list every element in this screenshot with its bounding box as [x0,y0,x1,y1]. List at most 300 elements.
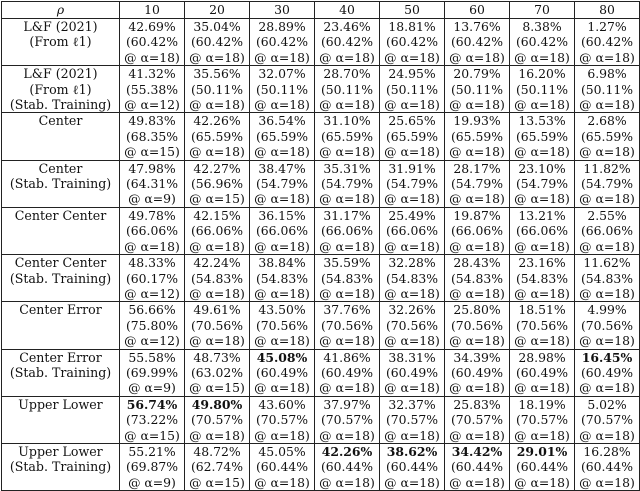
clean-accuracy-value: (70.57% [450,412,504,428]
accuracy-value: 55.58% [128,349,176,365]
clean-accuracy-value: (66.06% [320,223,374,239]
accuracy-cell [185,113,250,160]
alpha-value: @ α=18) [384,474,440,490]
rho-column-header: 30 [250,2,315,19]
results-table [1,1,640,491]
clean-accuracy-value: (65.59% [580,128,634,144]
clean-accuracy-value: (70.56% [320,317,374,333]
alpha-value: @ α=18) [189,49,245,65]
accuracy-cell [185,160,250,207]
accuracy-value: 16.20% [518,66,566,82]
alpha-value: @ α=18) [189,97,245,113]
accuracy-value: 49.78% [128,207,176,223]
accuracy-cell [315,302,380,349]
alpha-value: @ α=18) [449,474,505,490]
alpha-value: @ α=15) [189,191,245,207]
table-row [2,113,640,160]
accuracy-cell [380,19,445,66]
accuracy-cell [315,19,380,66]
alpha-value: @ α=18) [384,333,440,349]
accuracy-value: 42.27% [193,160,241,176]
alpha-value: @ α=18) [254,427,310,443]
clean-accuracy-value: (50.11% [190,81,244,97]
clean-accuracy-value: (60.49% [385,364,439,380]
alpha-value: @ α=18) [384,191,440,207]
accuracy-value: 2.68% [587,113,627,129]
clean-accuracy-value: (50.11% [255,81,309,97]
clean-accuracy-value: (65.59% [320,128,374,144]
accuracy-value: 25.65% [388,113,436,129]
alpha-value: @ α=18) [254,97,310,113]
alpha-value: @ α=18) [319,285,375,301]
alpha-value: @ α=15) [189,474,245,490]
accuracy-cell [120,207,185,254]
accuracy-cell [445,113,510,160]
method-name-line: L&F (2021) [23,19,98,34]
alpha-value: @ α=18) [514,474,570,490]
rho-column-header: 20 [185,2,250,19]
alpha-value: @ α=18) [514,97,570,113]
alpha-value: @ α=18) [579,238,635,254]
method-name-line: L&F (2021) [23,66,98,82]
method-name-line: Center [38,113,83,129]
accuracy-cell [120,66,185,113]
accuracy-value: 38.31% [388,349,436,365]
clean-accuracy-value: (50.11% [580,81,634,97]
rho-header: ρ [2,2,120,19]
method-name-cell [2,349,120,396]
clean-accuracy-value: (56.96% [190,176,244,192]
accuracy-cell [445,207,510,254]
clean-accuracy-value: (60.44% [320,459,374,475]
accuracy-cell [575,160,640,207]
clean-accuracy-value: (70.56% [450,317,504,333]
clean-accuracy-value: (60.42% [450,34,504,50]
accuracy-cell [510,255,575,302]
accuracy-cell [185,396,250,443]
accuracy-cell [510,160,575,207]
clean-accuracy-value: (60.42% [580,34,634,50]
accuracy-cell [380,396,445,443]
clean-accuracy-value: (60.44% [385,459,439,475]
accuracy-value: 43.60% [258,396,306,412]
method-name-line: Upper Lower [18,396,103,412]
clean-accuracy-value: (50.11% [385,81,439,97]
accuracy-cell [185,19,250,66]
alpha-value: @ α=18) [384,285,440,301]
accuracy-cell [250,349,315,396]
clean-accuracy-value: (63.02% [190,364,244,380]
alpha-value: @ α=18) [319,49,375,65]
accuracy-cell [510,113,575,160]
alpha-value: @ α=18) [254,191,310,207]
accuracy-cell [575,255,640,302]
alpha-value: @ α=18) [514,380,570,396]
clean-accuracy-value: (66.06% [385,223,439,239]
accuracy-cell [575,349,640,396]
accuracy-value: 49.61% [193,302,241,318]
clean-accuracy-value: (54.83% [255,270,309,286]
accuracy-cell [510,207,575,254]
clean-accuracy-value: (70.57% [190,412,244,428]
alpha-value: @ α=18) [449,427,505,443]
clean-accuracy-value: (65.59% [385,128,439,144]
table-body [2,19,640,491]
accuracy-value: 38.47% [258,160,306,176]
method-name-cell [2,255,120,302]
accuracy-value: 11.82% [583,160,631,176]
accuracy-cell [185,207,250,254]
clean-accuracy-value: (54.79% [515,176,569,192]
method-name-line: Center Error [19,302,102,318]
alpha-value: @ α=18) [384,238,440,254]
alpha-value: @ α=9) [128,191,176,207]
accuracy-value: 2.55% [587,207,627,223]
clean-accuracy-value: (70.56% [190,317,244,333]
method-name-line: (Stab. Training) [9,270,112,286]
alpha-value: @ α=18) [319,238,375,254]
accuracy-value: 29.01% [516,443,568,459]
alpha-value: @ α=18) [254,144,310,160]
accuracy-cell [120,349,185,396]
accuracy-cell [120,396,185,443]
alpha-value: @ α=18) [579,97,635,113]
alpha-value: @ α=18) [514,333,570,349]
alpha-value: @ α=18) [319,97,375,113]
accuracy-cell [185,66,250,113]
accuracy-value: 11.62% [583,255,631,271]
alpha-value: @ α=18) [319,191,375,207]
alpha-value: @ α=18) [254,238,310,254]
accuracy-cell [380,66,445,113]
clean-accuracy-value: (65.59% [190,128,244,144]
clean-accuracy-value: (60.49% [255,364,309,380]
accuracy-cell [250,160,315,207]
accuracy-value: 55.21% [128,443,176,459]
alpha-value: @ α=18) [449,144,505,160]
accuracy-cell [575,396,640,443]
alpha-value: @ α=18) [449,191,505,207]
alpha-value: @ α=18) [254,333,310,349]
accuracy-cell [510,349,575,396]
accuracy-cell [315,113,380,160]
alpha-value: @ α=18) [449,238,505,254]
results-table-container [1,1,639,490]
accuracy-value: 35.56% [193,66,241,82]
accuracy-value: 48.33% [128,255,176,271]
alpha-value: @ α=18) [254,474,310,490]
accuracy-value: 47.98% [128,160,176,176]
clean-accuracy-value: (60.17% [125,270,179,286]
accuracy-cell [510,396,575,443]
accuracy-value: 18.19% [518,396,566,412]
clean-accuracy-value: (54.83% [580,270,634,286]
alpha-value: @ α=18) [514,427,570,443]
clean-accuracy-value: (54.83% [450,270,504,286]
alpha-value: @ α=18) [579,144,635,160]
accuracy-cell [315,160,380,207]
clean-accuracy-value: (60.44% [515,459,569,475]
alpha-value: @ α=18) [319,427,375,443]
clean-accuracy-value: (69.87% [125,459,179,475]
accuracy-value: 37.76% [323,302,371,318]
accuracy-value: 18.51% [518,302,566,318]
method-name-cell [2,66,120,113]
rho-column-header: 60 [445,2,510,19]
method-name-line: (Stab. Training) [9,97,112,113]
alpha-value: @ α=18) [449,285,505,301]
accuracy-value: 23.16% [518,255,566,271]
alpha-value: @ α=18) [319,474,375,490]
accuracy-cell [120,113,185,160]
accuracy-cell [250,66,315,113]
clean-accuracy-value: (60.44% [255,459,309,475]
accuracy-cell [575,66,640,113]
accuracy-cell [575,302,640,349]
accuracy-cell [575,113,640,160]
accuracy-cell [250,302,315,349]
alpha-value: @ α=18) [449,380,505,396]
clean-accuracy-value: (60.42% [320,34,374,50]
rho-column-header: 50 [380,2,445,19]
clean-accuracy-value: (66.06% [515,223,569,239]
alpha-value: @ α=18) [449,333,505,349]
accuracy-value: 28.70% [323,66,371,82]
accuracy-cell [510,302,575,349]
clean-accuracy-value: (54.83% [320,270,374,286]
alpha-value: @ α=18) [189,285,245,301]
clean-accuracy-value: (70.57% [255,412,309,428]
alpha-value: @ α=15) [189,380,245,396]
clean-accuracy-value: (65.59% [255,128,309,144]
alpha-value: @ α=18) [514,191,570,207]
clean-accuracy-value: (60.42% [385,34,439,50]
clean-accuracy-value: (66.06% [190,223,244,239]
accuracy-cell [380,160,445,207]
accuracy-value: 35.31% [323,160,371,176]
alpha-value: @ α=18) [319,144,375,160]
clean-accuracy-value: (66.06% [125,223,179,239]
accuracy-cell [315,349,380,396]
alpha-value: @ α=18) [254,380,310,396]
accuracy-cell [250,207,315,254]
accuracy-cell [250,113,315,160]
accuracy-cell [575,207,640,254]
accuracy-value: 36.54% [258,113,306,129]
accuracy-cell [445,19,510,66]
accuracy-value: 31.10% [323,113,371,129]
clean-accuracy-value: (69.99% [125,364,179,380]
method-name-line: (Stab. Training) [9,364,112,380]
accuracy-cell [315,66,380,113]
method-name-cell [2,160,120,207]
accuracy-value: 42.26% [193,113,241,129]
accuracy-value: 31.91% [388,160,436,176]
accuracy-cell [380,349,445,396]
alpha-value: @ α=18) [189,333,245,349]
accuracy-value: 49.83% [128,113,176,129]
rho-column-header: 70 [510,2,575,19]
accuracy-cell [250,255,315,302]
accuracy-value: 32.26% [388,302,436,318]
table-row [2,19,640,66]
alpha-value: @ α=18) [384,49,440,65]
accuracy-value: 45.08% [256,349,308,365]
accuracy-value: 32.37% [388,396,436,412]
clean-accuracy-value: (60.42% [515,34,569,50]
accuracy-value: 8.38% [522,19,562,34]
accuracy-value: 36.15% [258,207,306,223]
accuracy-value: 56.74% [126,396,178,412]
clean-accuracy-value: (68.35% [125,128,179,144]
clean-accuracy-value: (75.80% [125,317,179,333]
method-name-cell [2,207,120,254]
alpha-value: @ α=18) [449,97,505,113]
accuracy-value: 38.84% [258,255,306,271]
accuracy-value: 32.07% [258,66,306,82]
table-row [2,255,640,302]
clean-accuracy-value: (70.56% [515,317,569,333]
method-name-line: Center Center [14,207,107,223]
clean-accuracy-value: (54.79% [320,176,374,192]
clean-accuracy-value: (70.57% [320,412,374,428]
alpha-value: @ α=12) [124,97,180,113]
method-name-line: (From ℓ1) [29,34,92,50]
accuracy-value: 41.32% [128,66,176,82]
clean-accuracy-value: (60.49% [450,364,504,380]
accuracy-value: 34.39% [453,349,501,365]
accuracy-value: 35.59% [323,255,371,271]
accuracy-value: 25.80% [453,302,501,318]
accuracy-value: 16.28% [583,443,631,459]
accuracy-value: 5.02% [587,396,627,412]
rho-column-header: 40 [315,2,380,19]
method-name-line: (Stab. Training) [9,459,112,475]
clean-accuracy-value: (66.06% [450,223,504,239]
alpha-value: @ α=18) [124,49,180,65]
clean-accuracy-value: (54.83% [385,270,439,286]
clean-accuracy-value: (70.57% [580,412,634,428]
alpha-value: @ α=15) [124,144,180,160]
accuracy-value: 20.79% [453,66,501,82]
accuracy-value: 32.28% [388,255,436,271]
accuracy-value: 13.53% [518,113,566,129]
accuracy-cell [380,302,445,349]
clean-accuracy-value: (50.11% [515,81,569,97]
accuracy-value: 25.49% [388,207,436,223]
alpha-value: @ α=18) [579,474,635,490]
clean-accuracy-value: (60.42% [125,34,179,50]
rho-column-header: 10 [120,2,185,19]
alpha-value: @ α=18) [579,333,635,349]
alpha-value: @ α=18) [384,427,440,443]
alpha-value: @ α=18) [514,144,570,160]
accuracy-cell [445,396,510,443]
accuracy-cell [315,255,380,302]
clean-accuracy-value: (60.49% [515,364,569,380]
alpha-value: @ α=18) [514,285,570,301]
alpha-value: @ α=18) [514,49,570,65]
accuracy-value: 37.97% [323,396,371,412]
alpha-value: @ α=18) [579,191,635,207]
alpha-value: @ α=18) [384,380,440,396]
accuracy-value: 6.98% [587,66,627,82]
accuracy-value: 24.95% [388,66,436,82]
accuracy-value: 48.72% [193,443,241,459]
accuracy-cell [250,19,315,66]
accuracy-cell [380,255,445,302]
accuracy-cell [445,255,510,302]
clean-accuracy-value: (62.74% [190,459,244,475]
clean-accuracy-value: (55.38% [125,81,179,97]
rho-column-header: 80 [575,2,640,19]
alpha-value: @ α=18) [319,333,375,349]
alpha-value: @ α=18) [189,144,245,160]
accuracy-cell [315,396,380,443]
accuracy-cell [445,302,510,349]
method-name-cell [2,113,120,160]
accuracy-cell [445,349,510,396]
table-row [2,207,640,254]
accuracy-value: 43.50% [258,302,306,318]
table-row [2,396,640,443]
alpha-value: @ α=12) [124,333,180,349]
accuracy-cell [120,302,185,349]
accuracy-value: 45.05% [258,443,306,459]
table-row [2,66,640,113]
clean-accuracy-value: (70.57% [385,412,439,428]
method-name-line: Center Error [19,349,102,365]
clean-accuracy-value: (70.56% [385,317,439,333]
method-name-cell [2,396,120,443]
accuracy-value: 4.99% [587,302,627,318]
alpha-value: @ α=18) [514,238,570,254]
accuracy-cell [445,160,510,207]
accuracy-value: 28.89% [258,19,306,34]
alpha-value: @ α=18) [579,380,635,396]
accuracy-value: 31.17% [323,207,371,223]
alpha-value: @ α=18) [254,49,310,65]
clean-accuracy-value: (54.83% [515,270,569,286]
clean-accuracy-value: (60.49% [320,364,374,380]
clean-accuracy-value: (60.42% [190,34,244,50]
alpha-value: @ α=18) [254,285,310,301]
alpha-value: @ α=15) [124,427,180,443]
clean-accuracy-value: (65.59% [450,128,504,144]
accuracy-value: 25.83% [453,396,501,412]
alpha-value: @ α=18) [189,427,245,443]
clean-accuracy-value: (60.49% [580,364,634,380]
accuracy-value: 35.04% [193,19,241,34]
clean-accuracy-value: (66.06% [255,223,309,239]
accuracy-cell [185,255,250,302]
accuracy-cell [120,255,185,302]
accuracy-value: 16.45% [581,349,633,365]
accuracy-value: 23.46% [323,19,371,34]
alpha-value: @ α=18) [579,427,635,443]
accuracy-cell [445,66,510,113]
table-row [2,349,640,396]
method-name-line: Upper Lower [18,443,103,459]
accuracy-value: 41.86% [323,349,371,365]
method-name-line: Center Center [14,255,107,271]
method-name-line: (From ℓ1) [29,81,92,97]
accuracy-value: 28.43% [453,255,501,271]
alpha-value: @ α=9) [128,380,176,396]
method-name-line: Center [38,160,83,176]
accuracy-value: 42.26% [321,443,373,459]
accuracy-value: 23.10% [518,160,566,176]
